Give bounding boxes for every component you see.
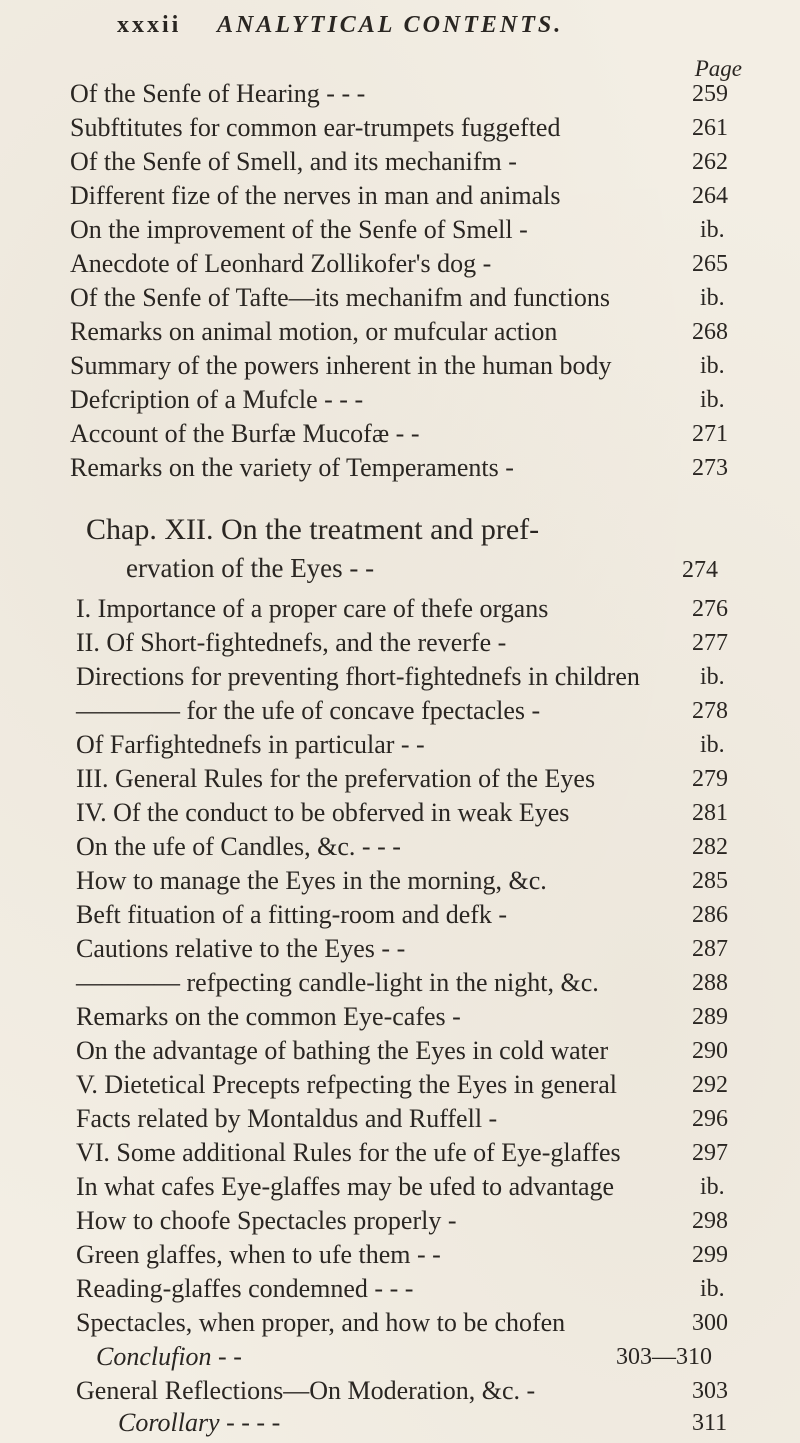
entry-text: Of the Senfe of Smell, and its mechanifm - <box>70 147 517 176</box>
contents-entry <box>76 796 756 830</box>
entry-text: Of the Senfe of Tafte—its mechanifm and functions <box>70 283 610 312</box>
contents-entry <box>118 1406 758 1440</box>
entry-text: Corollary - - - - <box>118 1408 281 1437</box>
contents-entry <box>70 179 750 213</box>
entry-text: Conclufion - - <box>96 1342 242 1371</box>
entry-page: 296 <box>692 1106 728 1132</box>
contents-entry <box>70 213 750 247</box>
chapter-heading: Chap. XII. On the treatment and pref- <box>86 513 540 546</box>
entry-page: 282 <box>692 834 728 860</box>
contents-entry <box>76 1374 756 1408</box>
entry-page: 264 <box>692 183 728 209</box>
entry-text: Anecdote of Leonhard Zollikofer's dog - <box>70 249 492 278</box>
entry-text: How to choofe Spectacles properly - <box>76 1206 457 1235</box>
entry-page: 286 <box>692 902 728 928</box>
entry-text: Remarks on the variety of Temperaments - <box>70 453 514 482</box>
entry-text: Remarks on animal motion, or mufcular action <box>70 317 558 346</box>
contents-entry <box>70 247 750 281</box>
entry-text: Defcription of a Mufcle - - - <box>70 385 364 414</box>
page-header <box>117 8 717 48</box>
contents-entry <box>76 1204 756 1238</box>
entry-text: Directions for preventing fhort-fightednefs in children <box>76 662 640 691</box>
entry-page: 303 <box>692 1378 728 1404</box>
entry-page: ib. <box>700 217 725 243</box>
entry-text: Facts related by Montaldus and Ruffell - <box>76 1104 498 1133</box>
entry-page: 299 <box>692 1242 728 1268</box>
entry-page: 265 <box>692 251 728 277</box>
entry-page: 261 <box>692 115 728 141</box>
folio-number: xxxii <box>117 12 182 38</box>
entry-text: On the advantage of bathing the Eyes in cold water <box>76 1036 609 1065</box>
contents-entry <box>76 1102 756 1136</box>
entry-page: 277 <box>692 630 728 656</box>
entry-text: II. Of Short-fightednefs, and the reverfe - <box>76 628 507 657</box>
entry-text: V. Dietetical Precepts refpecting the Eyes in general <box>76 1070 617 1099</box>
entry-page: 262 <box>692 149 728 175</box>
contents-entry <box>76 1306 756 1340</box>
contents-entry <box>76 1272 756 1306</box>
entry-page: 268 <box>692 319 728 345</box>
contents-entry <box>76 966 756 1000</box>
contents-entry <box>70 281 750 315</box>
contents-entry <box>76 898 756 932</box>
entry-page: 276 <box>692 596 728 622</box>
contents-entry <box>70 315 750 349</box>
entry-text: Different fize of the nerves in man and animals <box>70 181 561 210</box>
entry-text: General Reflections—On Moderation, &c. - <box>76 1376 536 1405</box>
contents-entry <box>76 1136 756 1170</box>
contents-entry <box>70 145 750 179</box>
entry-page: 271 <box>692 421 728 447</box>
entry-text: Cautions relative to the Eyes - - <box>76 934 406 963</box>
chapter-page: 274 <box>682 557 718 583</box>
entry-page: 292 <box>692 1072 728 1098</box>
entry-page: ib. <box>700 387 725 413</box>
entry-page: ib. <box>700 732 725 758</box>
entry-page: 298 <box>692 1208 728 1234</box>
entry-page: 290 <box>692 1038 728 1064</box>
entry-text: III. General Rules for the prefervation of the Eyes <box>76 764 596 793</box>
contents-entry <box>70 383 750 417</box>
contents-entry <box>76 728 756 762</box>
entry-text: How to manage the Eyes in the morning, &c. <box>76 866 547 895</box>
entry-text: Of Farfightednefs in particular - - <box>76 730 425 759</box>
entry-page: ib. <box>700 1276 725 1302</box>
contents-entry <box>76 932 756 966</box>
chapter-heading-cont: ervation of the Eyes - - <box>126 553 375 583</box>
contents-entry <box>76 762 756 796</box>
contents-entry <box>76 1238 756 1272</box>
entry-text: IV. Of the conduct to be obferved in weak Eyes <box>76 798 570 827</box>
contents-entry <box>70 349 750 383</box>
entry-text: ———— refpecting candle-light in the night, &c. <box>76 968 599 997</box>
entry-page: 278 <box>692 698 728 724</box>
entry-text: In what cafes Eye-glaffes may be ufed to advantage <box>76 1172 615 1201</box>
contents-entry <box>70 77 750 111</box>
entry-page: ib. <box>700 353 725 379</box>
entry-text: Remarks on the common Eye-cafes - <box>76 1002 461 1031</box>
contents-entry <box>76 660 756 694</box>
entry-page: 259 <box>692 81 728 107</box>
contents-entry <box>76 592 756 626</box>
entry-page: 281 <box>692 800 728 826</box>
entry-page: 303—310 <box>616 1344 712 1370</box>
entry-text: Green glaffes, when to ufe them - - <box>76 1240 441 1269</box>
entry-text: VI. Some additional Rules for the ufe of Eye-glaffes <box>76 1138 621 1167</box>
entry-text: I. Importance of a proper care of thefe organs <box>76 594 549 623</box>
running-title: ANALYTICAL CONTENTS. <box>217 12 564 38</box>
entry-page: 288 <box>692 970 728 996</box>
contents-entry <box>76 1068 756 1102</box>
contents-entry <box>70 111 750 145</box>
entry-text: On the improvement of the Senfe of Smell - <box>70 215 528 244</box>
entry-page: ib. <box>700 1174 725 1200</box>
entry-text: Account of the Burfæ Mucofæ - - <box>70 419 420 448</box>
entry-page: 297 <box>692 1140 728 1166</box>
entry-page: 279 <box>692 766 728 792</box>
entry-text: On the ufe of Candles, &c. - - - <box>76 832 401 861</box>
contents-entry <box>76 626 756 660</box>
contents-entry <box>70 417 750 451</box>
entry-text: ———— for the ufe of concave fpectacles - <box>76 696 541 725</box>
contents-entry <box>76 1034 756 1068</box>
entry-page: 273 <box>692 455 728 481</box>
entry-page: 289 <box>692 1004 728 1030</box>
entry-text: Subftitutes for common ear-trumpets fuggefted <box>70 113 561 142</box>
entry-page: 300 <box>692 1310 728 1336</box>
entry-text: Spectacles, when proper, and how to be chofen <box>76 1308 566 1337</box>
entry-page: ib. <box>700 285 725 311</box>
entry-text: Summary of the powers inherent in the human body <box>70 351 612 380</box>
contents-entry <box>76 864 756 898</box>
entry-page: 285 <box>692 868 728 894</box>
entry-text: Of the Senfe of Hearing - - - <box>70 79 366 108</box>
entry-page: 311 <box>692 1410 728 1436</box>
entry-text: Reading-glaffes condemned - - - <box>76 1274 414 1303</box>
contents-entry <box>76 1170 756 1204</box>
contents-entry <box>76 830 756 864</box>
entry-page: ib. <box>700 664 725 690</box>
contents-entry <box>96 1340 776 1374</box>
entry-page: 287 <box>692 936 728 962</box>
entry-text: Beft fituation of a fitting-room and defk - <box>76 900 508 929</box>
contents-entry <box>76 1000 756 1034</box>
contents-entry <box>70 451 750 485</box>
page-column-label: Page <box>694 56 742 81</box>
contents-entry <box>76 694 756 728</box>
